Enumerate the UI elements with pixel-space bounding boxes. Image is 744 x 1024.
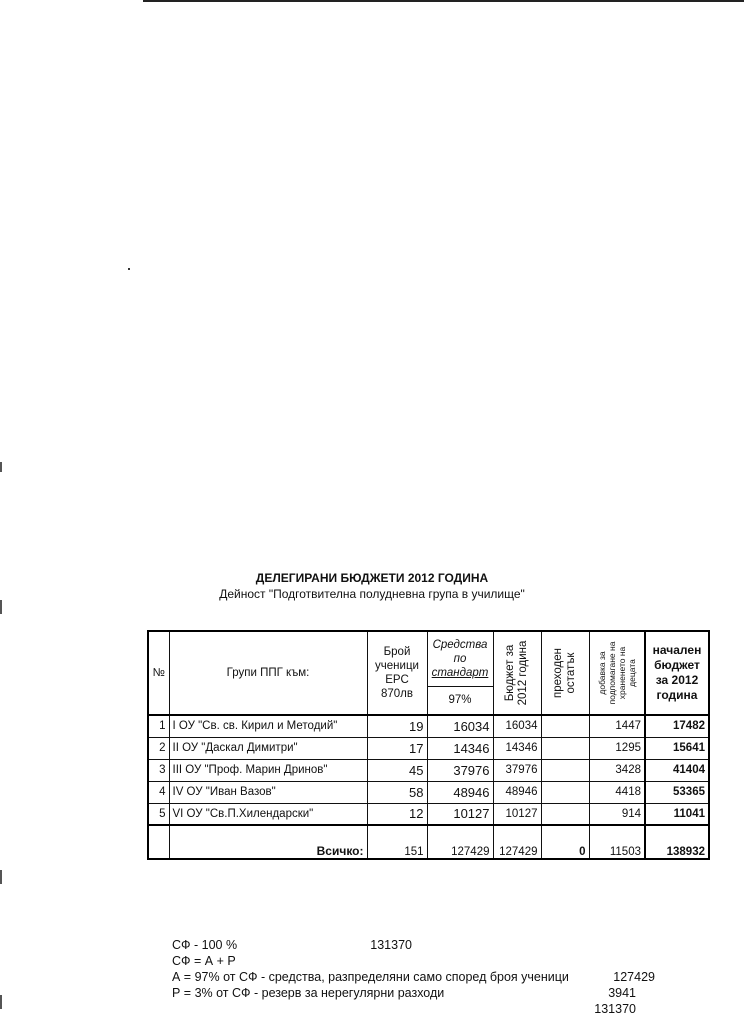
- table-total-row: [148, 825, 709, 859]
- row-count: 58: [367, 781, 427, 803]
- row-no: 4: [148, 781, 169, 803]
- total-no: [148, 825, 169, 859]
- header-budget-2012: [493, 631, 541, 715]
- row-standard: 48946: [427, 781, 493, 803]
- note-r-value: 3941: [608, 986, 636, 1000]
- row-budget: 16034: [493, 715, 541, 737]
- header-addition-line4: децата: [626, 659, 637, 687]
- row-addition: 1295: [589, 737, 645, 759]
- total-carryover: 0: [541, 825, 589, 859]
- header-count-line2: ученици: [375, 660, 419, 672]
- row-group: I ОУ "Св. св. Кирил и Методий": [169, 715, 367, 737]
- table-row: [148, 737, 709, 759]
- header-final-line2: бюджет: [654, 658, 700, 672]
- row-final: 41404: [645, 759, 709, 781]
- top-border-line: [143, 0, 744, 2]
- row-carryover: [541, 781, 589, 803]
- header-final-line1: начален: [652, 643, 702, 657]
- row-standard: 14346: [427, 737, 493, 759]
- note-sf-total-label: СФ - 100 %: [172, 938, 238, 952]
- header-no: №: [148, 631, 169, 715]
- table-row: [148, 803, 709, 825]
- header-carryover-line1: преходен: [552, 648, 564, 698]
- total-standard: 127429: [427, 825, 493, 859]
- document-subtitle: Дейност "Подготвителна полудневна група в училище": [219, 587, 525, 601]
- note-line: [172, 969, 655, 985]
- header-final-line4: година: [656, 688, 698, 702]
- header-count-line1: Брой: [383, 646, 411, 658]
- table-row: [148, 781, 709, 803]
- row-standard: 16034: [427, 715, 493, 737]
- header-carryover-line2: остатък: [565, 652, 577, 694]
- row-count: 19: [367, 715, 427, 737]
- row-no: 3: [148, 759, 169, 781]
- note-line: [172, 1001, 636, 1017]
- header-food-supplement: [589, 631, 645, 715]
- note-sf-formula: СФ = А + Р: [172, 954, 236, 968]
- row-count: 12: [367, 803, 427, 825]
- note-sf-total-value: 131370: [370, 938, 412, 952]
- row-budget: 48946: [493, 781, 541, 803]
- scan-edge-mark: [0, 995, 2, 1009]
- row-group: IV ОУ "Иван Вазов": [169, 781, 367, 803]
- row-addition: 3428: [589, 759, 645, 781]
- header-count-line3: ЕРС: [385, 674, 409, 686]
- row-count: 17: [367, 737, 427, 759]
- row-no: 1: [148, 715, 169, 737]
- header-carryover: [541, 631, 589, 715]
- note-a-label: А = 97% от СФ - средства, разпределяни само според броя ученици: [172, 970, 569, 984]
- note-line: [172, 953, 569, 969]
- row-carryover: [541, 737, 589, 759]
- header-student-count: [367, 631, 427, 715]
- total-label: Всичко:: [169, 825, 367, 859]
- row-addition: 914: [589, 803, 645, 825]
- row-addition: 4418: [589, 781, 645, 803]
- row-addition: 1447: [589, 715, 645, 737]
- note-line: [172, 937, 569, 953]
- scan-edge-mark: [0, 462, 2, 472]
- row-standard: 10127: [427, 803, 493, 825]
- table-row: [148, 715, 709, 737]
- row-carryover: [541, 759, 589, 781]
- table-header-row: [148, 631, 709, 686]
- row-budget: 10127: [493, 803, 541, 825]
- header-budget-line1: Бюджет за: [504, 644, 516, 702]
- header-standard-line3: стандарт: [431, 666, 489, 679]
- row-group: III ОУ "Проф. Марин Дринов": [169, 759, 367, 781]
- header-standard-percent: 97%: [427, 686, 493, 715]
- row-no: 5: [148, 803, 169, 825]
- header-count-line4: 870лв: [380, 688, 413, 700]
- scan-edge-mark: [0, 870, 2, 884]
- row-budget: 14346: [493, 737, 541, 759]
- budget-notes: [172, 937, 655, 1017]
- note-a-value: 127429: [613, 970, 655, 984]
- header-initial-budget: [645, 631, 709, 715]
- row-carryover: [541, 715, 589, 737]
- scan-edge-mark: [0, 600, 2, 614]
- total-count: 151: [367, 825, 427, 859]
- row-group: II ОУ "Даскал Димитри": [169, 737, 367, 759]
- budget-table: [147, 630, 710, 860]
- total-addition: 11503: [589, 825, 645, 859]
- row-group: VI ОУ "Св.П.Хилендарски": [169, 803, 367, 825]
- header-budget-line2: 2012 година: [517, 640, 529, 706]
- row-final: 53365: [645, 781, 709, 803]
- document-title: ДЕЛЕГИРАНИ БЮДЖЕТИ 2012 ГОДИНА: [255, 571, 489, 585]
- table-row: [148, 759, 709, 781]
- header-addition-line3: храненето на: [616, 646, 627, 700]
- note-r-label: Р = 3% от СФ - резерв за нерегулярни разходи: [172, 986, 445, 1000]
- header-addition-line2: подпомагане на: [606, 641, 617, 705]
- row-final: 11041: [645, 803, 709, 825]
- total-final: 138932: [645, 825, 709, 859]
- row-final: 15641: [645, 737, 709, 759]
- row-budget: 37976: [493, 759, 541, 781]
- row-no: 2: [148, 737, 169, 759]
- header-group: Групи ППГ към:: [169, 631, 367, 715]
- header-standard: [427, 631, 493, 686]
- row-carryover: [541, 803, 589, 825]
- row-final: 17482: [645, 715, 709, 737]
- header-standard-line2: по: [453, 652, 467, 665]
- scan-speck: [128, 268, 130, 270]
- row-count: 45: [367, 759, 427, 781]
- total-budget: 127429: [493, 825, 541, 859]
- row-standard: 37976: [427, 759, 493, 781]
- header-addition-line1: добавка за: [596, 651, 607, 695]
- note-line: [172, 985, 636, 1001]
- header-final-line3: за 2012: [655, 673, 699, 687]
- note-sum-value: 131370: [594, 1002, 636, 1016]
- header-standard-line1: Средства: [432, 638, 488, 651]
